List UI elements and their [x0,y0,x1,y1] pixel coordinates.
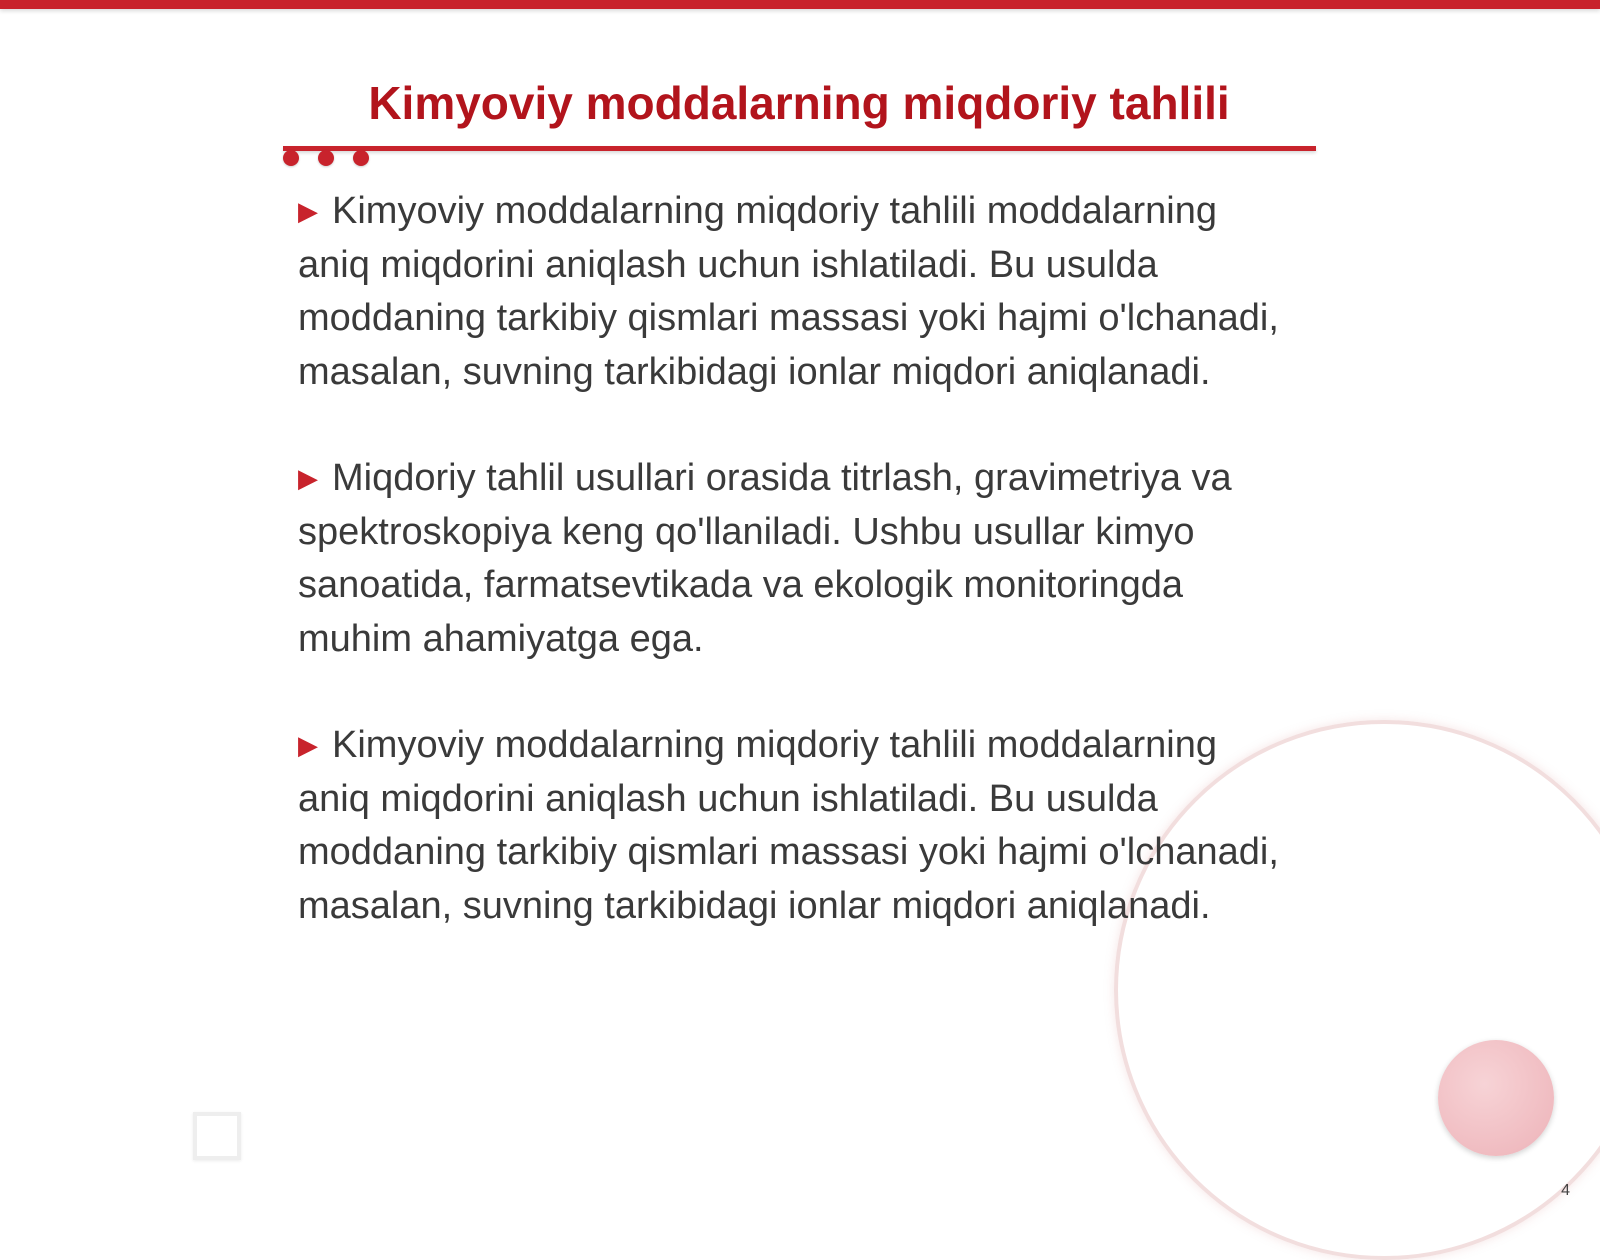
slide-title: Kimyoviy moddalarning miqdoriy tahlili [368,77,1230,129]
triangle-right-icon: ▶ [298,463,318,493]
bullet-text: Kimyoviy moddalarning miqdoriy tahlili moddalarning aniq miqdorini aniqlash uchun ishlatiladi. Bu usulda moddaning tarkibiy qismlari massasi yoki hajmi o'lchanadi, masalan, suvning tarkibidagi ionlar miqdori aniqlanadi. [298,190,1279,393]
underline-dot-1 [283,150,299,166]
decorative-square [193,1112,241,1160]
underline-dot-3 [353,150,369,166]
underline-dot-2 [318,150,334,166]
bullet-text: Miqdoriy tahlil usullari orasida titrlash, gravimetriya va spektroskopiya keng qo'llaniladi. Ushbu usullar kimyo sanoatida, farmatsevtikada va ekologik monitoringda muhim ahamiyatga ega. [298,457,1232,660]
decorative-pink-circle [1438,1040,1554,1156]
bullet-item [298,719,1298,933]
slide-content [298,185,1298,986]
bullet-item [298,185,1298,399]
triangle-right-icon: ▶ [298,730,318,760]
page-number: 4 [1561,1182,1570,1199]
title-underline [283,146,1316,151]
top-accent-bar [0,0,1600,9]
bullet-text: Kimyoviy moddalarning miqdoriy tahlili moddalarning aniq miqdorini aniqlash uchun ishlatiladi. Bu usulda moddaning tarkibiy qismlari massasi yoki hajmi o'lchanadi, masalan, suvning tarkibidagi ionlar miqdori aniqlanadi. [298,724,1279,927]
bullet-item [298,452,1298,666]
triangle-right-icon: ▶ [298,196,318,226]
